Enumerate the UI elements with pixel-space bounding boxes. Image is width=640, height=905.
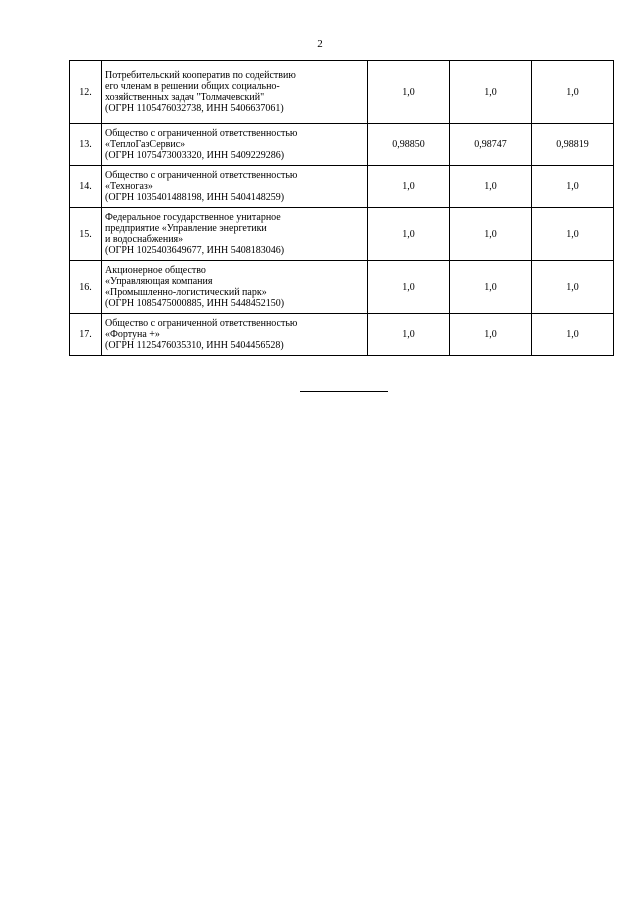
organization-name-line: (ОГРН 1035401488198, ИНН 5404148259) xyxy=(105,192,285,203)
organization-name-line: его членам в решении общих социально- xyxy=(105,81,280,92)
coefficient-value-1: 0,98850 xyxy=(368,124,450,166)
coefficient-value-1: 1,0 xyxy=(368,61,450,124)
organization-name xyxy=(102,314,368,356)
coefficient-value-3: 0,98819 xyxy=(532,124,614,166)
organization-name-line: (ОГРН 1025403649677, ИНН 5408183046) xyxy=(105,245,285,256)
coefficient-value-2: 1,0 xyxy=(450,314,532,356)
coefficient-value-3: 1,0 xyxy=(532,208,614,261)
table-row xyxy=(70,61,614,124)
organization-name-line: (ОГРН 1085475000885, ИНН 5448452150) xyxy=(105,298,285,309)
organization-name-line: (ОГРН 1105476032738, ИНН 5406637061) xyxy=(105,103,284,114)
organization-name xyxy=(102,124,368,166)
organization-name-line: Общество с ограниченной ответственностью xyxy=(105,170,298,181)
coefficient-value-3: 1,0 xyxy=(532,166,614,208)
coefficients-table xyxy=(69,60,614,356)
coefficient-value-3: 1,0 xyxy=(532,61,614,124)
organization-name-line: «Техногаз» xyxy=(105,181,153,192)
organization-name-line: «ТеплоГазСервис» xyxy=(105,139,186,150)
organization-name xyxy=(102,261,368,314)
organization-name-line: Федеральное государственное унитарное xyxy=(105,212,281,223)
organization-name-line: «Промышленно-логистический парк» xyxy=(105,287,267,298)
organization-name-line: Общество с ограниченной ответственностью xyxy=(105,318,298,329)
coefficient-value-2: 1,0 xyxy=(450,166,532,208)
table-row xyxy=(70,208,614,261)
organization-name-line: «Фортуна +» xyxy=(105,329,160,340)
organization-name-line: «Управляющая компания xyxy=(105,276,213,287)
coefficient-value-2: 1,0 xyxy=(450,208,532,261)
organization-name-line: хозяйственных задач "Толмачевский" xyxy=(105,92,265,103)
coefficient-value-3: 1,0 xyxy=(532,261,614,314)
row-number: 16. xyxy=(70,261,102,314)
table-row xyxy=(70,314,614,356)
page-number: 2 xyxy=(317,38,323,50)
table-row xyxy=(70,124,614,166)
coefficient-value-1: 1,0 xyxy=(368,261,450,314)
coefficient-value-1: 1,0 xyxy=(368,314,450,356)
row-number: 17. xyxy=(70,314,102,356)
coefficient-value-2: 1,0 xyxy=(450,61,532,124)
coefficient-value-2: 0,98747 xyxy=(450,124,532,166)
organization-name xyxy=(102,166,368,208)
organization-name xyxy=(102,61,368,124)
row-number: 12. xyxy=(70,61,102,124)
closing-rule xyxy=(300,391,388,392)
coefficient-value-3: 1,0 xyxy=(532,314,614,356)
row-number: 15. xyxy=(70,208,102,261)
table-row xyxy=(70,166,614,208)
organization-name xyxy=(102,208,368,261)
organization-name-line: (ОГРН 1125476035310, ИНН 5404456528) xyxy=(105,340,284,351)
coefficient-value-1: 1,0 xyxy=(368,166,450,208)
organization-name-line: Потребительский кооператив по содействию xyxy=(105,70,296,81)
organization-name-line: (ОГРН 1075473003320, ИНН 5409229286) xyxy=(105,150,285,161)
table-body xyxy=(70,61,614,356)
organization-name-line: Акционерное общество xyxy=(105,265,206,276)
coefficient-value-2: 1,0 xyxy=(450,261,532,314)
coefficient-value-1: 1,0 xyxy=(368,208,450,261)
row-number: 13. xyxy=(70,124,102,166)
organization-name-line: Общество с ограниченной ответственностью xyxy=(105,128,298,139)
organization-name-line: предприятие «Управление энергетики xyxy=(105,223,267,234)
row-number: 14. xyxy=(70,166,102,208)
organization-name-line: и водоснабжения» xyxy=(105,234,184,245)
table-row xyxy=(70,261,614,314)
